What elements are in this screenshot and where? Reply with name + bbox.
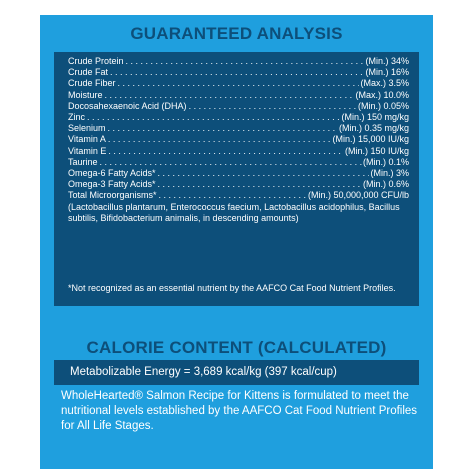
nutrient-value: (Min.) 0.35 mg/kg bbox=[338, 123, 409, 134]
nutrient-value: (Min.) 15,000 IU/kg bbox=[332, 134, 409, 145]
nutrient-row bbox=[68, 179, 409, 190]
nutrition-panel bbox=[40, 15, 433, 469]
dot-leader bbox=[124, 56, 365, 67]
guaranteed-analysis-heading: GUARANTEED ANALYSIS bbox=[130, 24, 343, 43]
dot-leader bbox=[85, 112, 340, 123]
nutrient-name: Crude Fat bbox=[68, 67, 109, 78]
nutrient-row bbox=[68, 134, 409, 145]
dot-leader bbox=[106, 123, 338, 134]
dot-leader bbox=[156, 168, 370, 179]
dot-leader bbox=[106, 134, 332, 145]
nutrient-row bbox=[68, 190, 409, 201]
nutrient-row bbox=[68, 101, 409, 112]
nutrient-name: Crude Protein bbox=[68, 56, 124, 66]
nutrient-name: Total Microorganisms* bbox=[68, 190, 157, 201]
dot-leader bbox=[98, 157, 362, 168]
nutrient-row bbox=[68, 90, 409, 101]
nutrient-name: Vitamin A bbox=[68, 134, 106, 145]
aafco-statement: WholeHearted® Salmon Recipe for Kittens is formulated to meet the nutritional levels established by the AAFCO Cat Food Nutrient Profiles for All Life Stages. bbox=[61, 390, 418, 433]
metabolizable-energy: Metabolizable Energy = 3,689 kcal/kg (397 kcal/cup) bbox=[70, 366, 337, 378]
nutrient-row bbox=[68, 157, 409, 168]
dot-leader bbox=[116, 78, 360, 89]
nutrient-list bbox=[68, 56, 409, 224]
nutrient-value: (Min.) 0.05% bbox=[357, 100, 409, 111]
nutrient-row bbox=[68, 56, 409, 67]
dot-leader bbox=[108, 67, 364, 78]
dot-leader bbox=[156, 179, 362, 190]
nutrient-name: Zinc bbox=[68, 112, 86, 123]
nutrient-value: (Max.) 10.0% bbox=[355, 89, 409, 100]
dot-leader bbox=[106, 146, 344, 157]
nutrient-value: (Min.) 0.6% bbox=[362, 179, 409, 190]
nutrient-name: Moisture bbox=[68, 89, 103, 100]
dot-leader bbox=[157, 190, 307, 201]
dot-leader bbox=[187, 101, 357, 112]
nutrient-name: Docosahexaenoic Acid (DHA) bbox=[68, 100, 187, 111]
nutrient-value: (Min.) 0.1% bbox=[362, 156, 409, 167]
calorie-content-box bbox=[54, 360, 419, 385]
nutrient-name: Omega-3 Fatty Acids* bbox=[68, 179, 156, 190]
nutrient-name: Crude Fiber bbox=[68, 78, 116, 89]
footnote: *Not recognized as an essential nutrient by the AAFCO Cat Food Nutrient Profiles. bbox=[68, 283, 396, 293]
nutrient-row bbox=[68, 146, 409, 157]
nutrient-row bbox=[68, 123, 409, 134]
nutrient-value: (Min.) 3% bbox=[370, 168, 409, 179]
nutrient-name: Vitamin E bbox=[68, 145, 107, 156]
microorganism-details: (Lactobacillus plantarum, Enterococcus faecium, Lactobacillus acidophilus, Bacillus subtilis, Bifidobacterium animalis, in descending amounts) bbox=[68, 201, 400, 223]
nutrient-value: (Min.) 16% bbox=[365, 67, 409, 78]
nutrient-value: (Min.) 150 IU/kg bbox=[344, 145, 409, 156]
nutrient-name: Taurine bbox=[68, 156, 98, 167]
nutrient-value: (Min.) 50,000,000 CFU/lb bbox=[307, 190, 409, 201]
nutrient-row bbox=[68, 112, 409, 123]
nutrient-value: (Min.) 34% bbox=[365, 56, 409, 66]
calorie-content-heading: CALORIE CONTENT (CALCULATED) bbox=[86, 338, 387, 357]
nutrient-value: (Max.) 3.5% bbox=[360, 78, 409, 89]
nutrient-row bbox=[68, 67, 409, 78]
nutrient-name: Selenium bbox=[68, 123, 106, 134]
nutrient-value: (Min.) 150 mg/kg bbox=[341, 112, 409, 123]
nutrient-name: Omega-6 Fatty Acids* bbox=[68, 168, 156, 179]
nutrient-row bbox=[68, 168, 409, 179]
guaranteed-analysis-box bbox=[54, 52, 419, 306]
nutrient-row bbox=[68, 78, 409, 89]
dot-leader bbox=[103, 90, 355, 101]
